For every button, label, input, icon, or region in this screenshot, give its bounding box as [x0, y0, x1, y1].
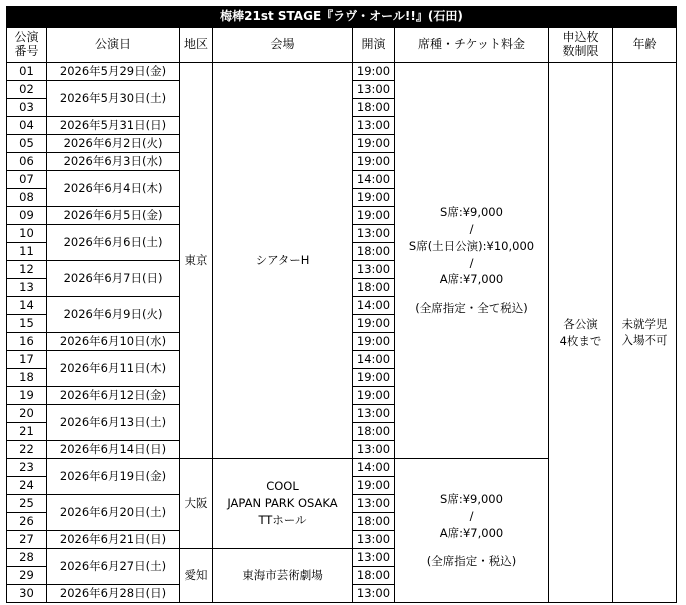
performance-number: 02: [7, 81, 47, 99]
area-cell: 愛知: [180, 549, 213, 603]
performance-number: 07: [7, 171, 47, 189]
start-time: 18:00: [353, 99, 395, 117]
cell-line: 4枚まで: [559, 333, 602, 348]
cell-line: /: [469, 222, 474, 237]
performance-date: 2026年6月4日(木): [47, 171, 180, 207]
start-time: 14:00: [353, 297, 395, 315]
performance-date: 2026年6月11日(木): [47, 351, 180, 387]
schedule-body: [7, 63, 677, 603]
cell-line: S席(土日公演):¥10,000: [408, 238, 535, 253]
start-time: 13:00: [353, 495, 395, 513]
cell-line: A席:¥7,000: [439, 525, 504, 540]
performance-date: 2026年5月30日(土): [47, 81, 180, 117]
performance-number: 18: [7, 369, 47, 387]
table-row: [7, 63, 677, 81]
performance-number: 22: [7, 441, 47, 459]
performance-number: 08: [7, 189, 47, 207]
cell-line: (全席指定・全て税込): [415, 300, 528, 315]
cell-line: [395, 288, 548, 300]
header-performance-number: 公演番号: [7, 28, 47, 63]
performance-number: 16: [7, 333, 47, 351]
start-time: 19:00: [353, 477, 395, 495]
cell-line: 入場不可: [621, 332, 668, 347]
performance-date: 2026年6月5日(金): [47, 207, 180, 225]
venue-cell: [213, 63, 353, 459]
cell-line: A席:¥7,000: [439, 272, 504, 287]
header-area: 地区: [180, 28, 213, 63]
performance-date: 2026年6月9日(火): [47, 297, 180, 333]
performance-number: 03: [7, 99, 47, 117]
performance-number: 20: [7, 405, 47, 423]
performance-number: 19: [7, 387, 47, 405]
start-time: 19:00: [353, 369, 395, 387]
performance-number: 17: [7, 351, 47, 369]
performance-date: 2026年6月27日(土): [47, 549, 180, 585]
start-time: 14:00: [353, 459, 395, 477]
cell-line: シアターH: [255, 253, 310, 268]
start-time: 14:00: [353, 351, 395, 369]
performance-date: 2026年6月14日(日): [47, 441, 180, 459]
performance-number: 01: [7, 63, 47, 81]
price-cell: [395, 459, 549, 603]
start-time: 19:00: [353, 153, 395, 171]
start-time: 14:00: [353, 171, 395, 189]
performance-number: 28: [7, 549, 47, 567]
performance-number: 24: [7, 477, 47, 495]
start-time: 18:00: [353, 423, 395, 441]
start-time: 13:00: [353, 585, 395, 603]
performance-number: 14: [7, 297, 47, 315]
performance-date: 2026年6月3日(水): [47, 153, 180, 171]
cell-line: /: [469, 508, 474, 523]
performance-number: 30: [7, 585, 47, 603]
cell-line: (全席指定・税込): [426, 554, 517, 569]
area-cell: 大阪: [180, 459, 213, 549]
start-time: 13:00: [353, 549, 395, 567]
schedule-table-wrapper: [6, 6, 677, 603]
start-time: 19:00: [353, 63, 395, 81]
cell-line: S席:¥9,000: [440, 492, 503, 507]
start-time: 19:00: [353, 207, 395, 225]
performance-number: 05: [7, 135, 47, 153]
performance-date: 2026年6月13日(土): [47, 405, 180, 441]
performance-date: 2026年6月20日(土): [47, 495, 180, 531]
start-time: 13:00: [353, 441, 395, 459]
performance-number: 09: [7, 207, 47, 225]
age-restriction-cell: [613, 63, 677, 603]
performance-date: 2026年6月19日(金): [47, 459, 180, 495]
start-time: 13:00: [353, 117, 395, 135]
start-time: 19:00: [353, 189, 395, 207]
header-date: 公演日: [47, 28, 180, 63]
area-cell: 東京: [180, 63, 213, 459]
header-ticket-limit: 申込枚数制限: [549, 28, 613, 63]
start-time: 13:00: [353, 405, 395, 423]
performance-date: 2026年5月31日(日): [47, 117, 180, 135]
performance-date: 2026年6月12日(金): [47, 387, 180, 405]
start-time: 19:00: [353, 135, 395, 153]
schedule-table: [6, 6, 677, 603]
performance-date: 2026年6月28日(日): [47, 585, 180, 603]
performance-number: 11: [7, 243, 47, 261]
start-time: 18:00: [353, 243, 395, 261]
start-time: 18:00: [353, 567, 395, 585]
start-time: 13:00: [353, 531, 395, 549]
cell-line: 各公演: [563, 316, 598, 331]
venue-cell: [213, 459, 353, 549]
header-venue: 会場: [213, 28, 353, 63]
cell-line: S席:¥9,000: [440, 205, 503, 220]
performance-number: 25: [7, 495, 47, 513]
performance-date: 2026年6月21日(日): [47, 531, 180, 549]
performance-date: 2026年6月2日(火): [47, 135, 180, 153]
performance-date: 2026年6月6日(土): [47, 225, 180, 261]
cell-line: 東海市芸術劇場: [242, 568, 323, 583]
start-time: 19:00: [353, 333, 395, 351]
cell-line: /: [469, 255, 474, 270]
performance-number: 23: [7, 459, 47, 477]
performance-number: 15: [7, 315, 47, 333]
start-time: 13:00: [353, 261, 395, 279]
cell-line: COOL: [266, 479, 299, 494]
cell-line: [395, 541, 548, 553]
performance-number: 12: [7, 261, 47, 279]
cell-line: JAPAN PARK OSAKA: [227, 496, 338, 511]
start-time: 19:00: [353, 387, 395, 405]
performance-date: 2026年6月10日(水): [47, 333, 180, 351]
start-time: 13:00: [353, 225, 395, 243]
header-age: 年齢: [613, 28, 677, 63]
cell-line: 未就学児: [621, 316, 668, 331]
performance-number: 13: [7, 279, 47, 297]
performance-number: 26: [7, 513, 47, 531]
price-cell: [395, 63, 549, 459]
table-title: 梅棒21st STAGE『ラヴ・オール!!』(石田): [7, 7, 677, 28]
performance-number: 06: [7, 153, 47, 171]
performance-date: 2026年5月29日(金): [47, 63, 180, 81]
start-time: 19:00: [353, 315, 395, 333]
performance-number: 27: [7, 531, 47, 549]
performance-number: 21: [7, 423, 47, 441]
performance-number: 04: [7, 117, 47, 135]
performance-number: 29: [7, 567, 47, 585]
start-time: 18:00: [353, 513, 395, 531]
start-time: 13:00: [353, 81, 395, 99]
performance-number: 10: [7, 225, 47, 243]
header-start-time: 開演: [353, 28, 395, 63]
venue-cell: [213, 549, 353, 603]
header-seat-price: 席種・チケット料金: [395, 28, 549, 63]
cell-line: TTホール: [258, 512, 307, 527]
performance-date: 2026年6月7日(日): [47, 261, 180, 297]
start-time: 18:00: [353, 279, 395, 297]
ticket-limit-cell: [549, 63, 613, 603]
